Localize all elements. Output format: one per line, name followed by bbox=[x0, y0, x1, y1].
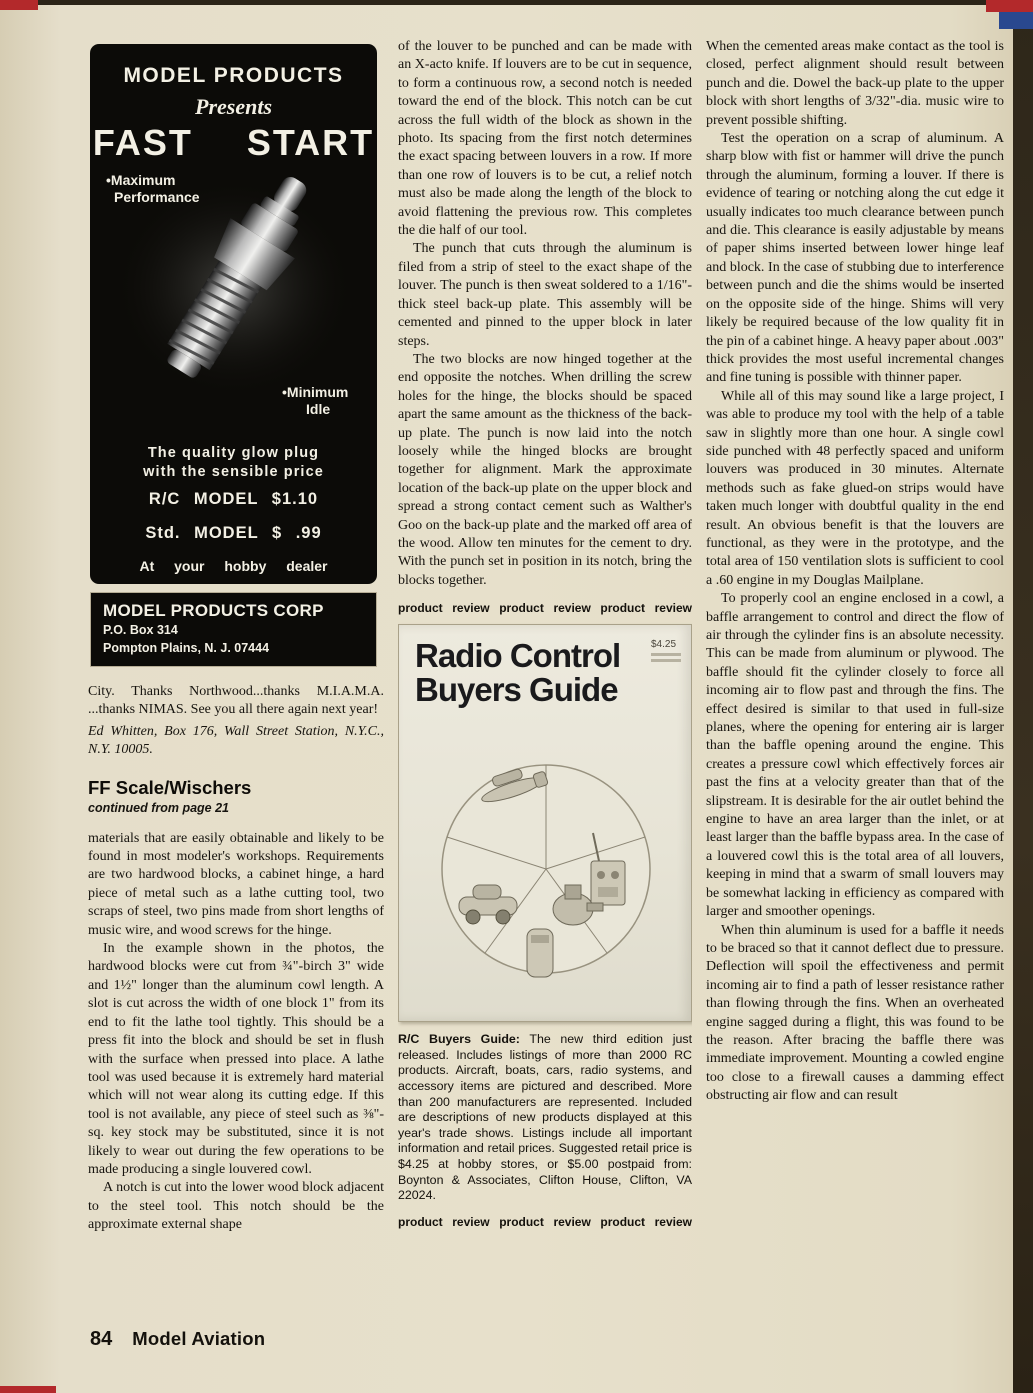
ad-feature-line: •Minimum bbox=[282, 384, 349, 400]
magazine-title: Model Aviation bbox=[132, 1328, 266, 1349]
ad-feature-max-performance bbox=[106, 172, 200, 206]
ad-tagline bbox=[90, 444, 377, 482]
scan-edge-right bbox=[1013, 0, 1033, 1393]
article-closing-paragraph: City. Thanks Northwood...thanks M.I.A.M.A. ...thanks NIMAS. See you all there again next year! bbox=[88, 684, 384, 718]
ad-product-name: FAST START bbox=[92, 122, 375, 163]
registration-mark-red-top-right bbox=[986, 0, 1033, 12]
product-review-strip-bottom: product review product review product review bbox=[398, 1214, 692, 1229]
registration-mark-red-bottom-left bbox=[0, 1386, 56, 1393]
middle-column bbox=[398, 38, 692, 1330]
product-review-strip-top: product review product review product review bbox=[398, 601, 692, 616]
book-cover-photo bbox=[398, 624, 692, 1022]
body-paragraph: materials that are easily obtainable and likely to be found in most modeler's workshops. Requirements are two hardwood blocks, a cabinet hinge, a hard piece of metal such as a lathe cutting tool, two scraps of steel, two pins made from short lengths of music wire, and wood screws for the hinge. bbox=[88, 830, 384, 938]
body-paragraph: Test the operation on a scrap of aluminum. A sharp blow with fist or hammer will drive the punch through the aluminum, forming a louver. If there is evidence of tearing or notching along the cut edge it usually indicates too much clearance between punch and die. This clearance is easily adjustable by means of paper shims inserted between lower hinge leaf and block. In the case of stubbing due to interference between punch and die the shims would be inserted on the opposite side of the hinge. Shims will very likely be required because of the low quality fit in the pin of a cabinet hinge. A heavy paper about .003" thick provides the most useful incremental changes and fine tuning is possible with thinner paper. bbox=[706, 131, 1004, 386]
registration-mark-red-top-left bbox=[0, 0, 38, 10]
glow-plug-ad bbox=[90, 44, 377, 584]
page-number: 84 bbox=[90, 1328, 113, 1350]
body-paragraph: of the louver to be punched and can be made with an X-acto knife. If louvers are to be cut in sequence, to form a continuous row, a second notch is needed toward the end of the block. This notch can be cut across the full width of the block as shown in the photo. Its spacing from the first notch determines the exact spacing between louvers in a row. If more than one row of louvers is to be cut, a relief notch must also be made along the length of the block to avoid flattening the previous row. This completes the die half of our tool. bbox=[398, 39, 692, 239]
body-paragraph: The punch that cuts through the aluminum is filed from a strip of steel to the exact shape of the louver. The punch is then sweat soldered to a 1/16"-thick steel back-up plate. This assembly will be cemented and pinned to the upper block in later steps. bbox=[398, 241, 692, 349]
ad-price-std: Std. MODEL $ .99 bbox=[145, 524, 322, 542]
ad-brand: MODEL PRODUCTS bbox=[123, 64, 344, 87]
ad-feature-line: •Maximum bbox=[106, 172, 176, 188]
ad-tagline-line: The quality glow plug bbox=[147, 445, 320, 461]
body-paragraph: While all of this may sound like a large project, I was able to produce my tool with the help of a table saw in slightly more than one hour. A single cowl side punched with 48 perfectly spaced and uniform louvers was produced in 30 minutes. Alternate methods such as fake glued-on strips would have taken much longer with doubtful quality in the end result. An obvious benefit is that the louvers are functional, as they were in the prototype, and the total area of 150 ventilation slots is sufficient to cool a .60 engine in my Douglas Mailplane. bbox=[706, 388, 1004, 588]
right-column bbox=[706, 38, 1004, 1330]
book-title-line: Radio Control bbox=[415, 637, 621, 675]
advertiser-name: MODEL PRODUCTS CORP bbox=[103, 601, 324, 620]
page-footer bbox=[90, 1328, 265, 1351]
author-byline: Ed Whitten, Box 176, Wall Street Station, N.Y.C., N.Y. 10005. bbox=[88, 723, 384, 758]
ad-price-rc: R/C MODEL $1.10 bbox=[148, 490, 319, 508]
book-price-fineprint-line bbox=[651, 659, 681, 662]
book-price: $4.25 bbox=[651, 639, 677, 651]
body-paragraph: The two blocks are now hinged together at the end opposite the notches. When drilling the screw holes for the hinge, the blocks should be spaced apart the same amount as the thickness of the back-up plate. The punch is now laid into the notch loosely while the hinged blocks are brought together for alignment. Mark the approximate location of the back-up plate on the upper block and spread a strong contact cement such as Walther's Goo on the back-up plate and the marked off area of the wood. Allow ten minutes for the cement to dry. With the punch set in position in its notch, bring the blocks together. bbox=[398, 351, 692, 588]
middle-column-paragraphs bbox=[398, 38, 692, 590]
caption-body: The new third edition just released. Includes listings of more than 2000 RC products. Aircraft, boats, cars, radio systems, and accessory items are pictured and described. More than 200 manufacturers are represented. Included are descriptions of new products displayed at this year's trade shows. Listings include all important information and retail prices. Suggested retail price is $4.25 at hobby stores, or $5.00 postpaid from: Boynton & Associates, Clifton House, Clifton, VA 22024. bbox=[398, 1032, 692, 1203]
registration-mark-blue-top-right bbox=[999, 12, 1033, 29]
body-paragraph: When thin aluminum is used for a baffle it needs to be braced so that it cannot deflect due to pressure. Deflection will spoil the effectiveness and permit incoming air to find a path of lesser resistance rather than flowing through the fins. When an overheated engine sagged during a flight, this was found to be the reason. After bracing the baffle there was immediate improvement. Mounting a cowled engine too close to a firewall causes a damming effect obstructing air flow and can result bbox=[706, 922, 1004, 1104]
caption-lead: R/C Buyers Guide: bbox=[398, 1032, 520, 1047]
book-price-fineprint-line bbox=[651, 653, 681, 656]
advertiser-address-line: Pompton Plains, N. J. 07444 bbox=[103, 640, 270, 655]
body-paragraph: In the example shown in the photos, the hardwood blocks were cut from ¾"-birch 3" wide and 1½" longer than the aluminum cowl length. A slot is cut across the width of one block 1" from its end to fit the lathe tool tightly. This should be a press fit into the block and should be set in flush with the surface when pressed into place. A lathe tool was used because it is extremely hard material which will not wear along its cutting edge. If this tool is not available, any piece of steel such as ⅜"-sq. key stock may be substituted, since it is not likely to wear out during the few operations to be made producing a single louvered cowl. bbox=[88, 941, 384, 1177]
left-column-text bbox=[88, 683, 384, 1235]
ad-dealer-line: At your hobby dealer bbox=[139, 558, 328, 574]
section-heading: FF Scale/Wischers bbox=[88, 776, 252, 798]
body-paragraph: To properly cool an engine enclosed in a cowl, a baffle arrangement to control and direct the flow of air through the cylinder fins is an absolute necessity. This can be made from aluminum or plywood. The baffle should fit the cylinder closely to force all incoming air to flow past and through the fins. The effect desired is similar to that used in full-size planes, where the opening for entering air is larger than the baffle opening around the engine. This creates a pressure cowl which effectively forces air past the fins at a velocity greater than that of the slipstream. It is desirable for the air outlet behind the engine to have an area larger than the inlet, or at least larger than the baffle bypass area. In the case of a louvered cowl this is the total area of all louvers, keeping in mind that a swarm of small louvers may be somewhat lacking in efficiency as compared with larger and smoother openings. bbox=[706, 591, 1004, 920]
book-review-caption bbox=[398, 1032, 692, 1204]
book-price-block bbox=[651, 639, 681, 662]
ad-feature-line: Performance bbox=[114, 189, 200, 205]
left-column-paragraphs bbox=[88, 830, 384, 1235]
ad-tagline-line: with the sensible price bbox=[143, 464, 324, 480]
body-paragraph: A notch is cut into the lower wood block adjacent to the steel tool. This notch should be the approximate external shape bbox=[88, 1180, 384, 1233]
right-column-paragraphs bbox=[706, 38, 1004, 1106]
advertiser-address-box bbox=[90, 592, 377, 667]
left-column bbox=[88, 38, 384, 1330]
book-cover-illustration bbox=[423, 733, 669, 1001]
body-paragraph: When the cemented areas make contact as the tool is closed, perfect alignment should result between punch and die. Dowel the back-up plate to the upper block with short lengths of 3/32"-dia. music wire to prevent possible shifting. bbox=[706, 39, 1004, 128]
advertiser-address-line: P.O. Box 314 bbox=[103, 623, 178, 637]
scan-edge-top bbox=[0, 0, 1033, 5]
ad-feature-min-idle bbox=[282, 384, 348, 418]
book-title-line: Buyers Guide bbox=[415, 671, 618, 709]
continued-note: continued from page 21 bbox=[88, 800, 229, 815]
ad-presents: Presents bbox=[195, 94, 272, 119]
ad-feature-line: Idle bbox=[306, 401, 331, 417]
